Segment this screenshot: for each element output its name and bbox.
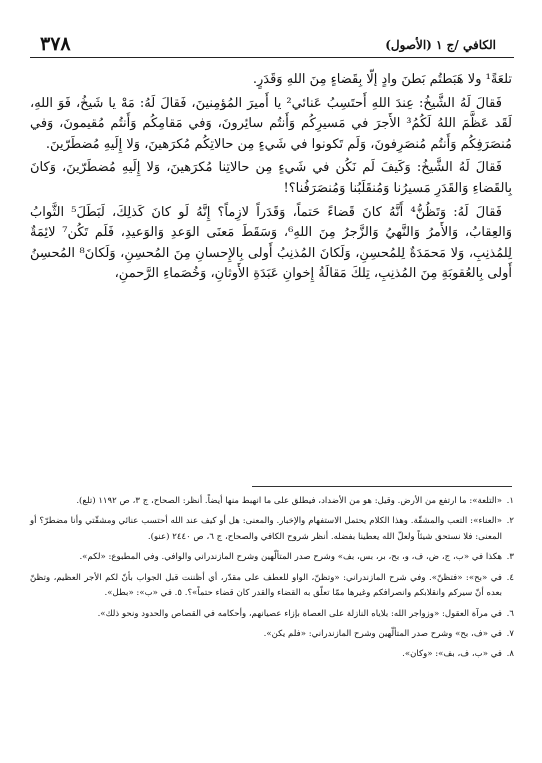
footnote-number: ٨. bbox=[506, 649, 514, 660]
footnote-text: في مرآة العقول: «وزواجر الله: بلاياه النازلة على العصاة بإزاء عصيانهم، وأحكامه في القصاص والحدود ونحو ذلك». bbox=[97, 608, 502, 619]
footnote-number: ١. bbox=[506, 496, 514, 506]
footnote-text: في «ف، بح» وشرح صدر المتألّهين وشرح المازندراني: «فلم يكن». bbox=[263, 629, 502, 640]
footnote-number: ٦. bbox=[506, 608, 514, 619]
footnote bbox=[30, 647, 512, 663]
paragraph-2: فَقالَ لَهُ الشَّيخُ: عِندَ اللهِ أَحتَسِبُ عَنائي² يا أَميرَ المُؤمِنينَ، فَقالَ لَهُ: مَهْ يا شَيخُ، فَوَ اللهِ، لَقَد عَظَّمَ اللهُ لَكُمُ³ الأَجرَ في مَسيرِكُم وَأَنتُم سائِرونَ، وَفي مَقامِكُم وَأَنتُم مُقيمونَ، وَفي مُنصَرَفِكُم وَأَنتُم مُنصَرِفونَ، وَلَم تَكونوا في شَيءٍ مِن حالاتِكُم مُكرَهينَ، وَلا إِلَيهِ مُضطَرّينَ. bbox=[30, 95, 512, 152]
footnote bbox=[30, 550, 512, 566]
footnote-text: «التلعة»: ما ارتفع من الأرض. وقيل: هو من الأضداد، فيطلق على ما انهبط منها أيضاً. أنظر: الصحاح، ج ٣، ص ١١٩٢ (تلع). bbox=[76, 496, 502, 506]
footnote-number: ٧. bbox=[506, 629, 514, 640]
footnote-number: ٤. bbox=[506, 572, 514, 583]
paragraph-3: فَقالَ لَهُ الشَّيخُ: وَكَيفَ لَم نَكُن في شَيءٍ مِن حالاتِنا مُكرَهينَ، وَلا إِلَيهِ مُضطَرّينَ، وَكانَ بِالقَضاءِ وَالقَدَرِ مَسيرُنا وَمُنقَلَبُنا وَمُنصَرَفُنا؟! bbox=[30, 160, 512, 196]
footnote-rule bbox=[252, 486, 512, 487]
header-rule bbox=[30, 57, 514, 58]
footnote bbox=[30, 494, 512, 510]
footnote-text: في «ب، ف، بف»: «وكان». bbox=[402, 649, 502, 660]
footnote-text: «العناء»: التعب والمشقّة. وهذا الكلام يحتمل الاستفهام والإخبار. والمعنى: هل أو كيف عند الله أحتسب عنائي ومشقّتي وأنا مضطرّ؟ أو المعنى: فلا نستحق شيئاً ولعلّ الله يعطينا بفضله. أنظر شروح الكافي والصحاح، ج ٦، ص ٢٤٤٠ (عنو). bbox=[30, 516, 502, 543]
page-number: ٣٧٨ bbox=[40, 33, 71, 55]
running-title: الكافي /ج ١ (الأصول) bbox=[385, 38, 496, 52]
footnote-text: هكذا في «ب، ج، ض، ف، و، بح، بر، بس، بف» وشرح صدر المتألّهين وشرح المازندراني والوافي. وفي المطبوع: «لكم». bbox=[79, 552, 502, 563]
paragraph-4: فَقالَ لَهُ: وَتَظُنُّ⁴ أَنَّهُ كانَ قَضاءً حَتماً، وَقَدَراً لازِماً؟ إِنَّهُ لَو كانَ كَذلِكَ، لَبَطَلَ⁵ الثَّوابُ وَالعِقابُ، وَالأَمرُ وَالنَّهيُ وَالزَّجرُ مِنَ اللهِ⁶، وَسَقَطَ مَعنَى الوَعدِ وَالوَعيدِ، فَلَم تَكُن⁷ لائِمَةٌ لِلمُذنِبِ، وَلا مَحمَدَةٌ لِلمُحسِنِ، وَلَكانَ المُذنِبُ أَولى بِالإِحسانِ مِنَ المُحسِنِ، وَلَكانَ⁸ المُحسِنُ أَولى بِالعُقوبَةِ مِنَ المُذنِبِ، تِلكَ مَقالَةُ إِخوانِ عَبَدَةِ الأَوثانِ، وَخُصَماءِ الرَّحمنِ، bbox=[30, 204, 513, 282]
footnote bbox=[30, 571, 512, 603]
footnotes bbox=[30, 494, 512, 668]
footnote bbox=[30, 607, 512, 623]
footnote-number: ٣. bbox=[506, 552, 514, 563]
footnote bbox=[30, 514, 512, 546]
footnote-text: في «بح»: «فتظنّ». وفي شرح المازندراني: «وتظنّ، الواو للعطف على مقدّر، أي أظننت قبل الجواب بأنّ لكم الأجر العظيم، وتظنّ بعده أنّ سيركم وانقلابكم وانصرافكم وغيرها ممّا تعلّق به القضاء والقدر كان قضاء حتماً»؟. ٥. في «ب»: «بطل». bbox=[30, 572, 502, 599]
paragraph-1: تلعَةً¹ ولا هَبَطتُم بَطنَ وادٍ إلّا بِقَضاءٍ مِنَ اللهِ وَقَدَرٍ. bbox=[252, 72, 512, 87]
footnote-number: ٢. bbox=[506, 516, 514, 527]
footnote bbox=[30, 627, 512, 643]
main-text bbox=[30, 70, 512, 288]
